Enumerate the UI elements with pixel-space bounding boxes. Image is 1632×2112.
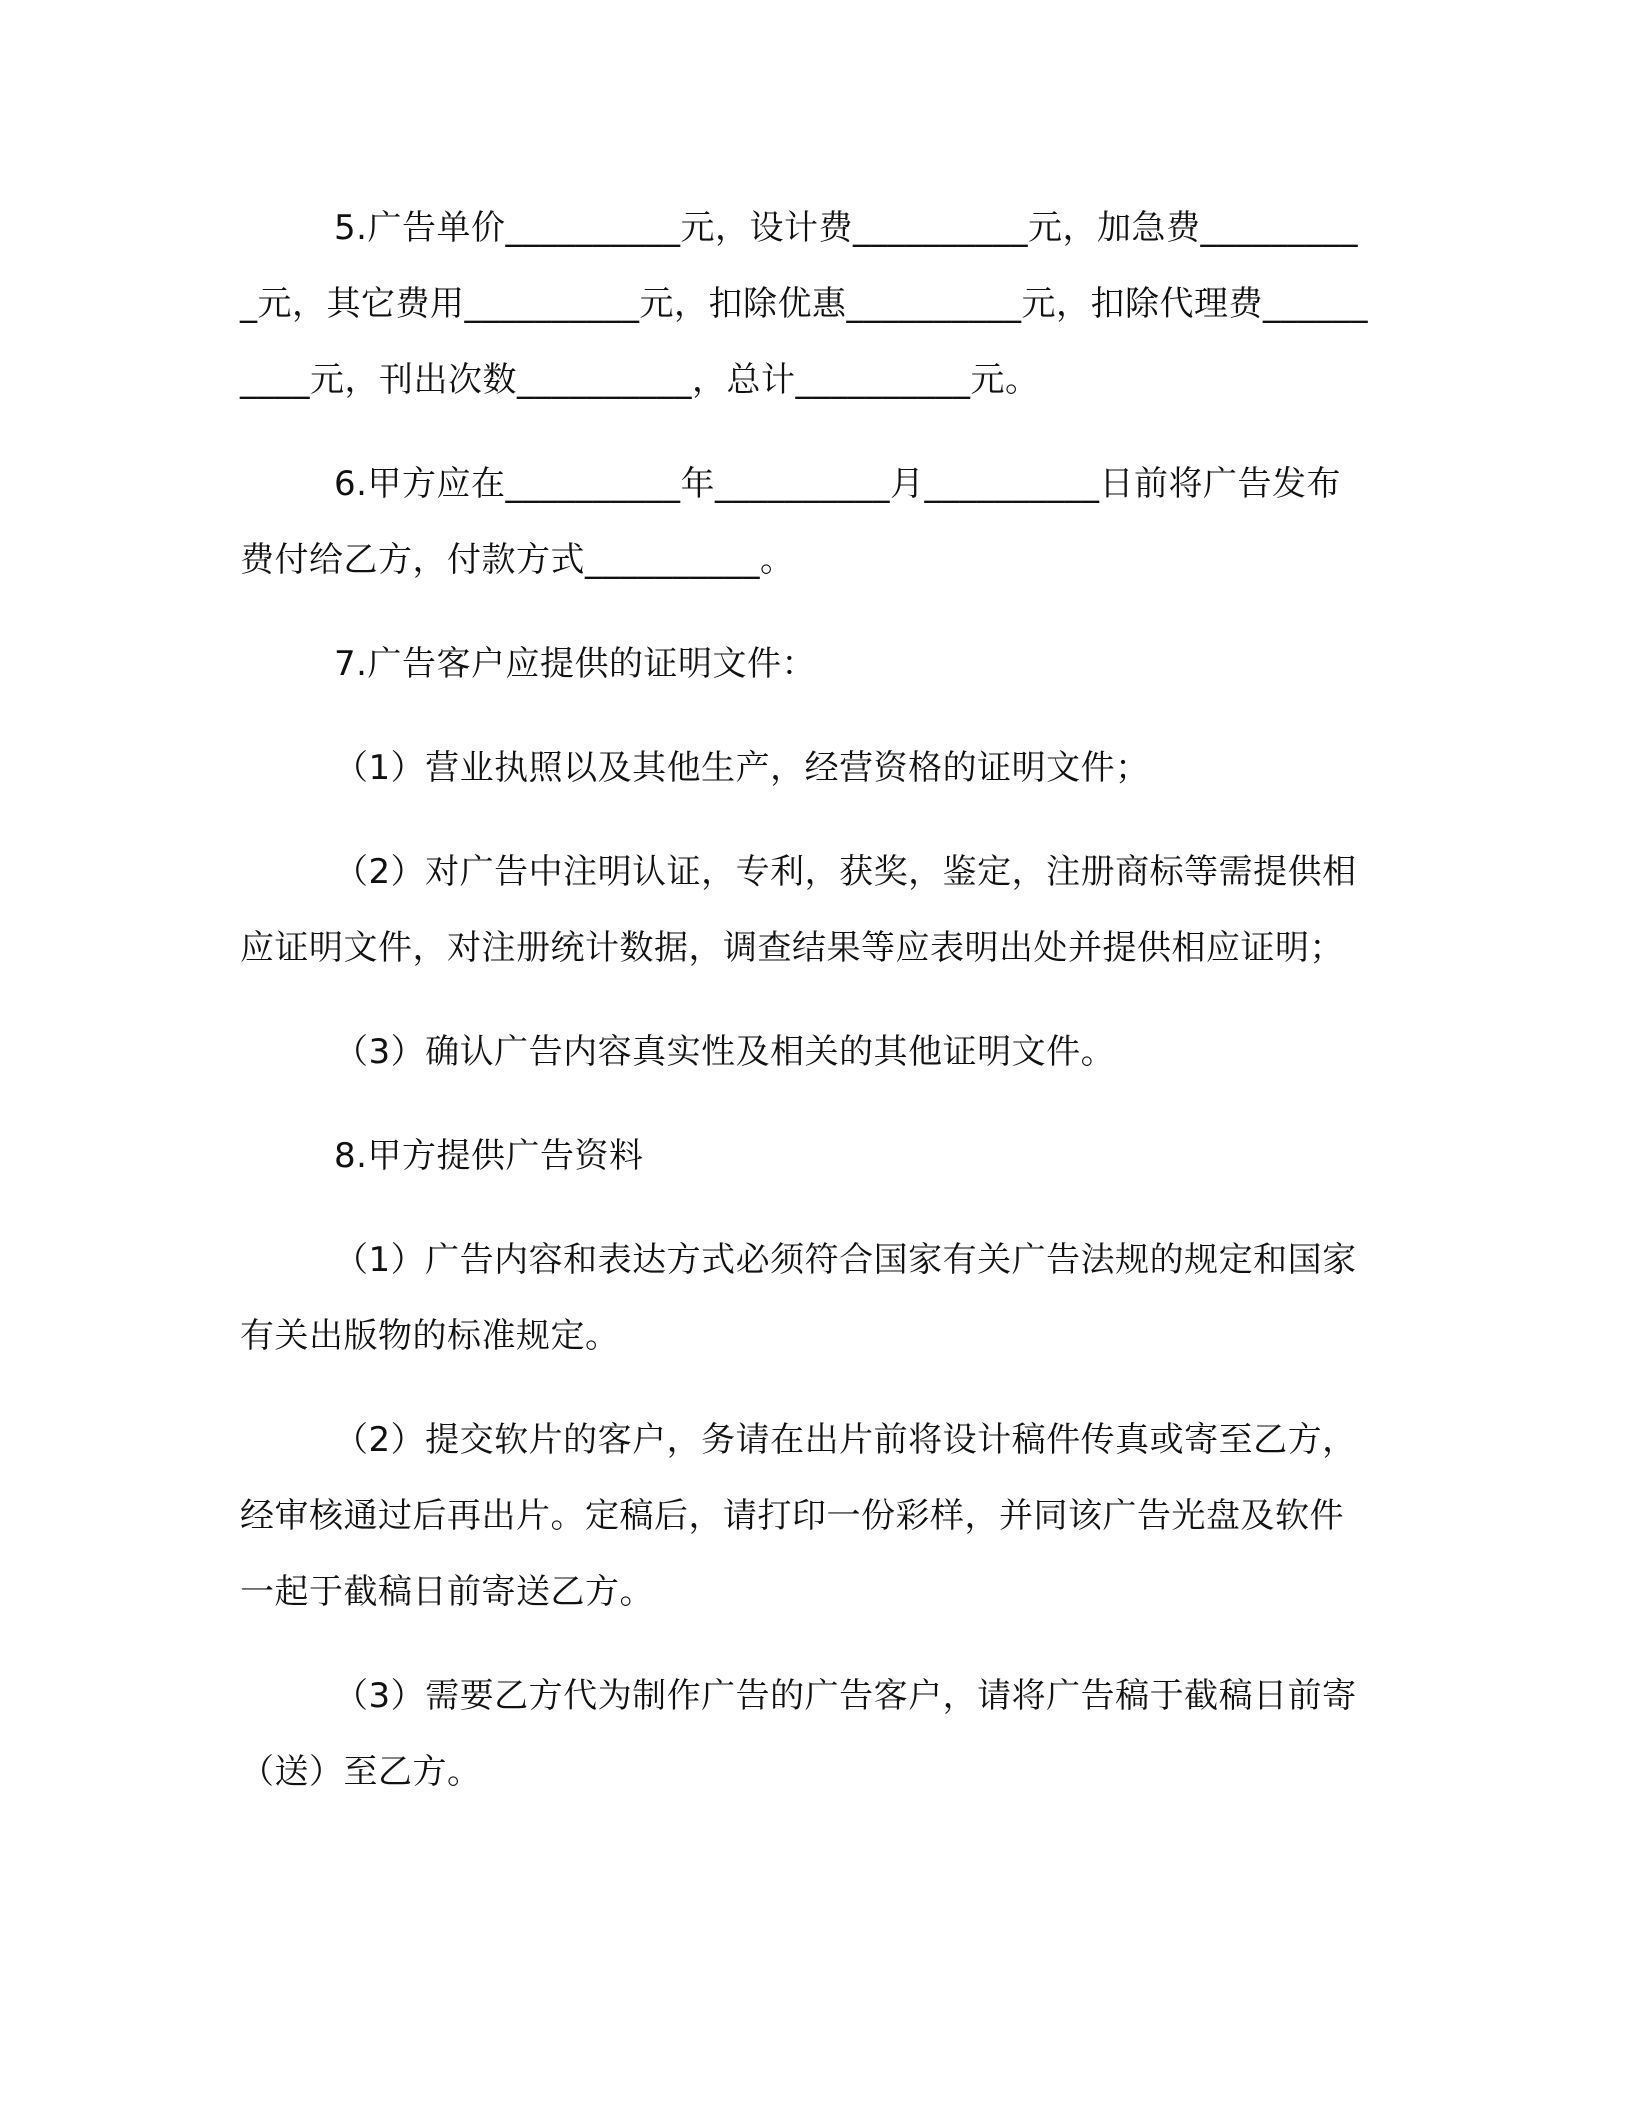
clause-8-item-3: （3）需要乙方代为制作广告的广告客户，请将广告稿于截稿日前寄（送）至乙方。 [240,1676,1357,1792]
clause-7-item-2: （2）对广告中注明认证，专利，获奖，鉴定，注册商标等需提供相应证明文件，对注册统计数据，调查结果等应表明出处并提供相应证明； [240,852,1357,968]
clause-8-item-1: （1）广告内容和表达方式必须符合国家有关广告法规的规定和国家有关出版物的标准规定。 [240,1240,1357,1356]
clause-7-item-1: （1）营业执照以及其他生产，经营资格的证明文件； [334,748,1150,788]
clause-7-item-3: （3）确认广告内容真实性及相关的其他证明文件。 [334,1032,1116,1072]
clause-8-heading: 8.甲方提供广告资料 [334,1136,644,1176]
clause-5-fees: 5.广告单价__________元，设计费__________元，加急费__________元，其它费用__________元，扣除优惠__________元，扣除代理费__________元，刊出次数__________，总计__________元。 [240,208,1368,400]
clause-7-heading: 7.广告客户应提供的证明文件： [334,644,816,684]
document-body [240,190,1375,1838]
clause-8-item-2: （2）提交软片的客户，务请在出片前将设计稿件传真或寄至乙方，经审核通过后再出片。定稿后，请打印一份彩样，并同该广告光盘及软件一起于截稿日前寄送乙方。 [240,1420,1357,1612]
clause-6-payment: 6.甲方应在__________年__________月__________日前将广告发布费付给乙方，付款方式__________。 [240,464,1341,580]
